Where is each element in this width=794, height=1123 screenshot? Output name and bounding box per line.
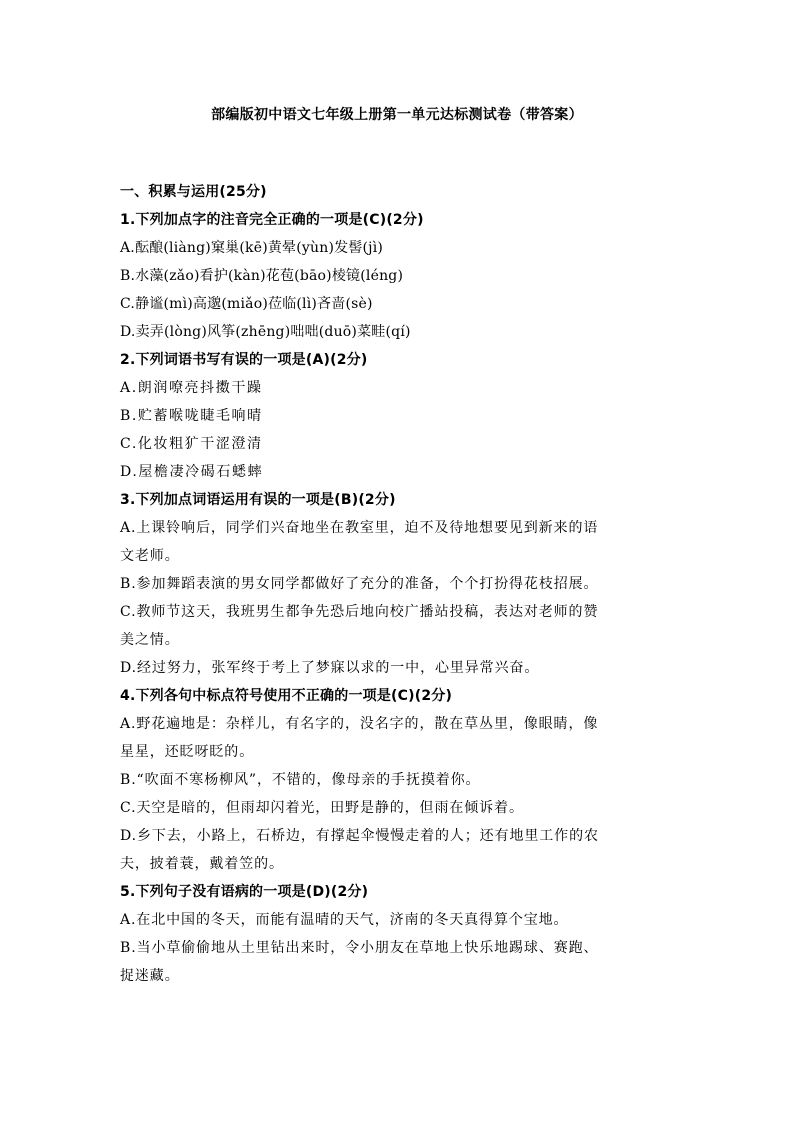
option-line: D.卖弄(lòng)风筝(zhēng)咄咄(duō)菜畦(qí) <box>120 324 411 340</box>
option-line: A.在北中国的冬天，而能有温晴的天气，济南的冬天真得算个宝地。 <box>120 912 569 928</box>
question-stem: 1.下列加点字的注音完全正确的一项是(C)(2分) <box>120 212 424 228</box>
option-line: D.经过努力，张军终于考上了梦寐以求的一中，心里异常兴奋。 <box>120 660 540 676</box>
option-line: D.乡下去，小路上，石桥边，有撑起伞慢慢走着的人；还有地里工作的农 <box>120 828 599 844</box>
option-line: A.酝酿(liàng)窠巢(kē)黄晕(yùn)发髻(jì) <box>120 240 384 256</box>
question-stem: 4.下列各句中标点符号使用不正确的一项是(C)(2分) <box>120 688 453 704</box>
option-line: B.水藻(zǎo)看护(kàn)花苞(bāo)棱镜(léng) <box>120 268 404 284</box>
option-line: 美之情。 <box>120 632 180 648</box>
option-line: D.屋檐凄冷碣石蟋蟀 <box>120 464 264 480</box>
option-line: A.野花遍地是：杂样儿，有名字的，没名字的，散在草丛里，像眼睛，像 <box>120 716 599 732</box>
document-body <box>120 178 680 990</box>
option-line: B.贮蓄喉咙睫毛响晴 <box>120 408 263 424</box>
document-title: 部编版初中语文七年级上册第一单元达标测试卷（带答案） <box>211 107 583 123</box>
option-line: C.静谧(mì)高邈(miǎo)莅临(lì)吝啬(sè) <box>120 296 373 312</box>
option-line: A.上课铃响后，同学们兴奋地坐在教室里，迫不及待地想要见到新来的语 <box>120 520 599 536</box>
option-line: C.化妆粗犷干涩澄清 <box>120 436 263 452</box>
question-stem: 2.下列词语书写有误的一项是(A)(2分) <box>120 352 368 368</box>
section-heading: 一、积累与运用(25分) <box>120 184 267 200</box>
option-line: 文老师。 <box>120 548 180 564</box>
option-line: 捉迷藏。 <box>120 968 180 984</box>
option-line: B.“吹面不寒杨柳风”，不错的，像母亲的手抚摸着你。 <box>120 772 481 788</box>
question-stem: 5.下列句子没有语病的一项是(D)(2分) <box>120 884 369 900</box>
option-line: B.参加舞蹈表演的男女同学都做好了充分的准备，个个打扮得花枝招展。 <box>120 576 599 592</box>
option-line: B.当小草偷偷地从土里钻出来时，令小朋友在草地上快乐地踢球、赛跑、 <box>120 940 599 956</box>
option-line: 星星，还眨呀眨的。 <box>120 744 255 760</box>
question-stem: 3.下列加点词语运用有误的一项是(B)(2分) <box>120 492 396 508</box>
option-line: C.教师节这天，我班男生都争先恐后地向校广播站投稿，表达对老师的赞 <box>120 604 599 620</box>
option-line: A.朗润嘹亮抖擞干躁 <box>120 380 263 396</box>
option-line: C.天空是暗的，但雨却闪着光，田野是静的，但雨在倾诉着。 <box>120 800 524 816</box>
option-line: 夫，披着蓑，戴着笠的。 <box>120 856 284 872</box>
